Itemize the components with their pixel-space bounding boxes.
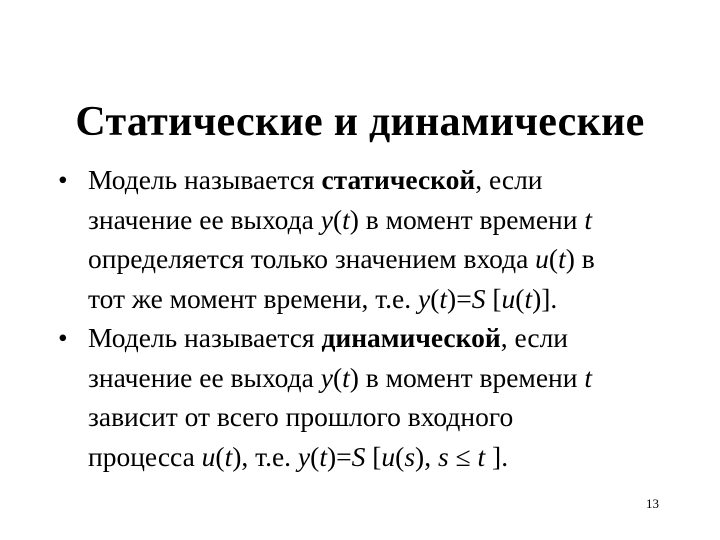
- text-run: (: [332, 361, 343, 393]
- math-variable: y: [320, 361, 333, 393]
- bullet-line: [88, 279, 698, 319]
- text-run: (: [310, 440, 320, 472]
- math-variable: t: [524, 282, 533, 314]
- bullet-line: [88, 318, 698, 358]
- text-run: зависит от всего прошлого входного: [88, 401, 514, 432]
- text-run: ) в: [565, 243, 595, 274]
- text-run: (: [430, 282, 440, 314]
- text-run: (: [332, 203, 343, 235]
- bullet-line: [88, 358, 698, 398]
- math-variable: t: [319, 440, 327, 472]
- math-variable: s: [437, 440, 449, 472]
- math-variable: S: [471, 282, 486, 314]
- math-variable: s: [404, 440, 416, 472]
- text-run: [: [365, 440, 382, 472]
- math-variable: S: [351, 440, 366, 472]
- bullet-item-dynamic: [58, 318, 698, 476]
- math-variable: t: [342, 361, 350, 393]
- slide-title: Статические и динамические: [75, 99, 645, 146]
- text-run: [: [485, 282, 502, 314]
- text-run: (: [548, 243, 559, 274]
- text-run: Модель называется: [88, 322, 322, 353]
- bullet-line: [88, 160, 698, 200]
- text-run: )=: [326, 440, 352, 472]
- math-variable: u: [501, 282, 516, 314]
- text-run: ≤: [448, 440, 478, 472]
- math-variable: t: [584, 361, 592, 393]
- bullet-dot: •: [58, 164, 68, 195]
- text-run: , если: [475, 164, 543, 195]
- math-variable: y: [418, 282, 431, 314]
- bullet-line: [88, 239, 698, 279]
- text-run: Модель называется: [88, 164, 322, 195]
- text-run: ) в момент времени: [349, 361, 585, 393]
- bullet-dot: •: [58, 322, 68, 353]
- text-run: ) в момент времени: [349, 203, 585, 235]
- math-variable: t: [342, 203, 350, 235]
- math-variable: t: [558, 243, 566, 274]
- math-variable: t: [439, 282, 448, 314]
- text-run: (: [215, 440, 225, 472]
- math-variable: y: [320, 203, 333, 235]
- text-run: , если: [500, 322, 569, 353]
- text-run: (: [395, 440, 405, 472]
- text-run: определяется только значением входа: [88, 243, 536, 274]
- math-variable: t: [584, 203, 592, 235]
- math-variable: y: [297, 440, 311, 472]
- bullet-line: [88, 437, 698, 477]
- bullet-line: [88, 200, 698, 240]
- math-variable: u: [201, 440, 216, 472]
- text-run: значение ее выхода: [88, 361, 321, 393]
- text-run: процесса: [88, 440, 202, 472]
- bullet-list: [58, 160, 698, 476]
- emphasis-term: статической: [321, 164, 476, 195]
- text-run: тот же момент времени, т.е.: [88, 282, 419, 314]
- text-run: ),: [415, 440, 438, 472]
- text-run: )].: [532, 282, 558, 314]
- text-run: (: [515, 282, 525, 314]
- page-number: 13: [646, 496, 659, 511]
- math-variable: t: [477, 440, 486, 472]
- bullet-item-static: [58, 160, 698, 318]
- math-variable: u: [381, 440, 396, 472]
- bullet-line: [88, 397, 698, 437]
- text-run: ].: [485, 440, 509, 472]
- math-variable: t: [224, 440, 233, 472]
- text-run: значение ее выхода: [88, 203, 321, 235]
- math-variable: u: [535, 243, 549, 274]
- emphasis-term: динамической: [321, 322, 501, 353]
- text-run: )=: [447, 282, 472, 314]
- text-run: ), т.е.: [232, 440, 298, 472]
